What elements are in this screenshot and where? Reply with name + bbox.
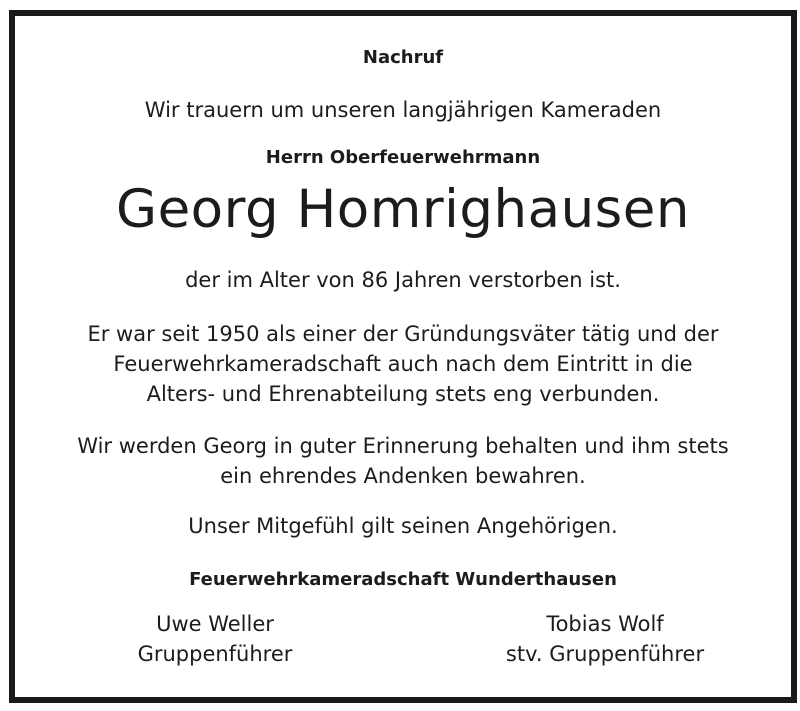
paragraph2-line1: Wir werden Georg in guter Erinnerung behalten und ihm stets xyxy=(77,434,729,458)
signatory-role: stv. Gruppenführer xyxy=(505,642,705,666)
condolence-text: Unser Mitgefühl gilt seinen Angehörigen. xyxy=(188,514,618,538)
paragraph1-line1: Er war seit 1950 als einer der Gründungsväter tätig und der xyxy=(87,322,719,346)
rank-title: Herrn Oberfeuerwehrmann xyxy=(265,147,541,168)
signatory-name: Tobias Wolf xyxy=(546,612,664,636)
organization-name: Feuerwehrkameradschaft Wunderthausen xyxy=(189,569,617,590)
signatory-role: Gruppenführer xyxy=(137,642,293,666)
signatory-name: Uwe Weller xyxy=(156,612,274,636)
deceased-name: Georg Homrighausen xyxy=(116,179,690,240)
age-line: der im Alter von 86 Jahren verstorben ist. xyxy=(185,268,621,292)
paragraph1-line3: Alters- und Ehrenabteilung stets eng verbunden. xyxy=(146,382,660,406)
intro-text: Wir trauern um unseren langjährigen Kameraden xyxy=(144,98,662,122)
paragraph2-line2: ein ehrendes Andenken bewahren. xyxy=(220,464,586,488)
paragraph1-line2: Feuerwehrkameradschaft auch nach dem Eintritt in die xyxy=(113,352,693,376)
notice-title: Nachruf xyxy=(362,47,444,68)
